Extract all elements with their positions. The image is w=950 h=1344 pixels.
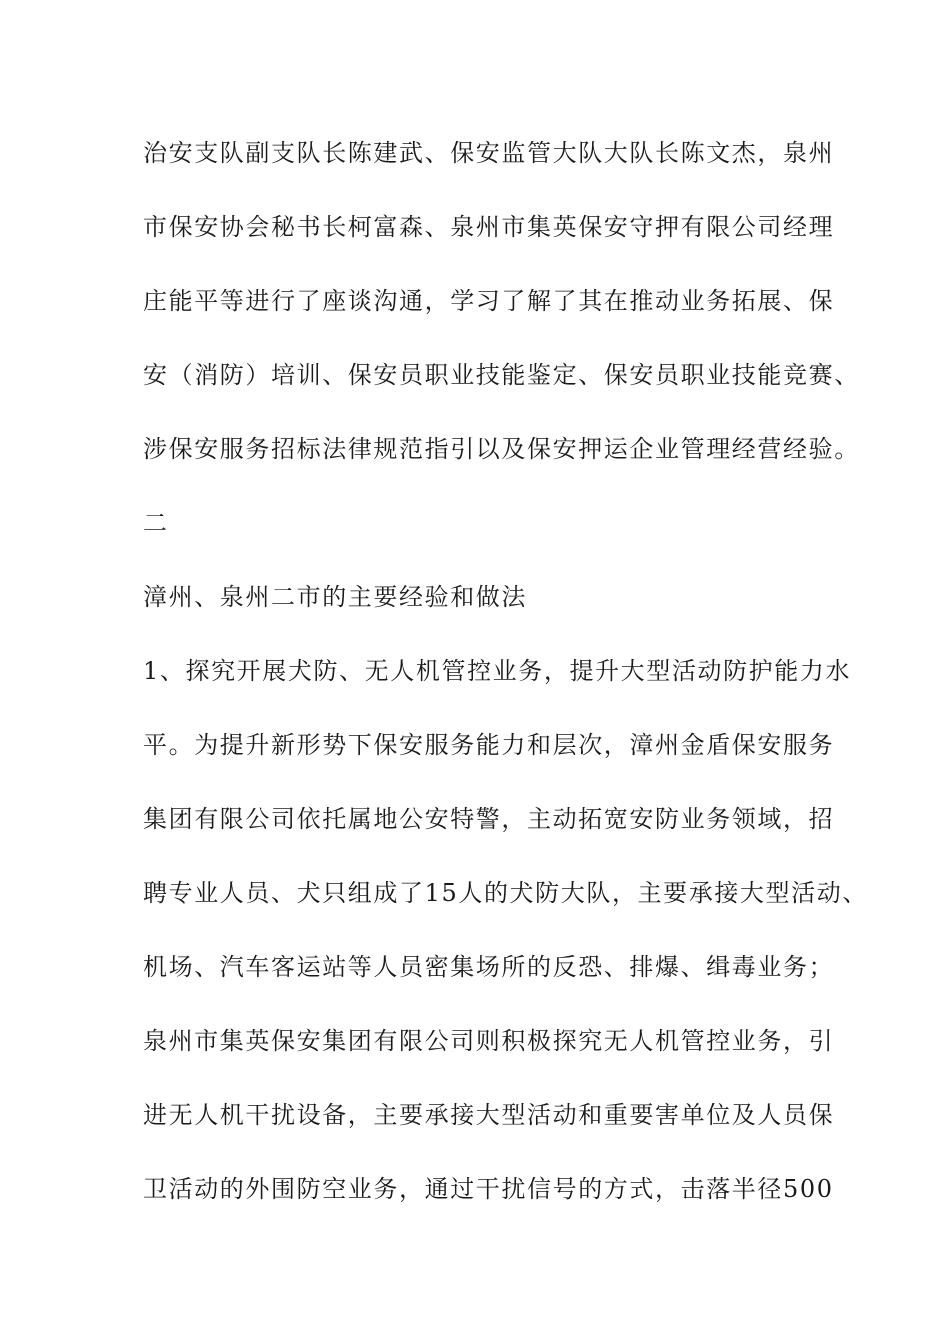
text-line: 1、探究开展犬防、无人机管控业务，提升大型活动防护能力水 — [143, 657, 852, 685]
text-line: 卫活动的外围防空业务，通过干扰信号的方式，击落半径500 — [143, 1175, 834, 1203]
section-heading: 漳州、泉州二市的主要经验和做法 — [143, 583, 527, 611]
text-line: 集团有限公司依托属地公安特警，主动拓宽安防业务领域，招 — [143, 805, 835, 833]
text-line: 聘专业人员、犬只组成了15人的犬防大队，主要承接大型活动、 — [143, 879, 868, 907]
text-line: 泉州市集英保安集团有限公司则积极探究无人机管控业务，引 — [143, 1027, 835, 1055]
text-line: 安（消防）培训、保安员职业技能鉴定、保安员职业技能竞赛、 — [143, 361, 860, 389]
body-text — [143, 128, 868, 1238]
text-line: 涉保安服务招标法律规范指引以及保安押运企业管理经营经验。 — [143, 435, 860, 463]
section-number: 二 — [143, 509, 169, 537]
text-line: 进无人机干扰设备，主要承接大型活动和重要害单位及人员保 — [143, 1101, 835, 1129]
text-line: 机场、汽车客运站等人员密集场所的反恐、排爆、缉毒业务； — [143, 953, 835, 981]
text-line: 平。为提升新形势下保安服务能力和层次，漳州金盾保安服务 — [143, 731, 835, 759]
text-line: 治安支队副支队长陈建武、保安监管大队大队长陈文杰，泉州 — [143, 139, 835, 167]
text-line: 市保安协会秘书长柯富森、泉州市集英保安守押有限公司经理 — [143, 213, 835, 241]
text-line: 庄能平等进行了座谈沟通，学习了解了其在推动业务拓展、保 — [143, 287, 835, 315]
